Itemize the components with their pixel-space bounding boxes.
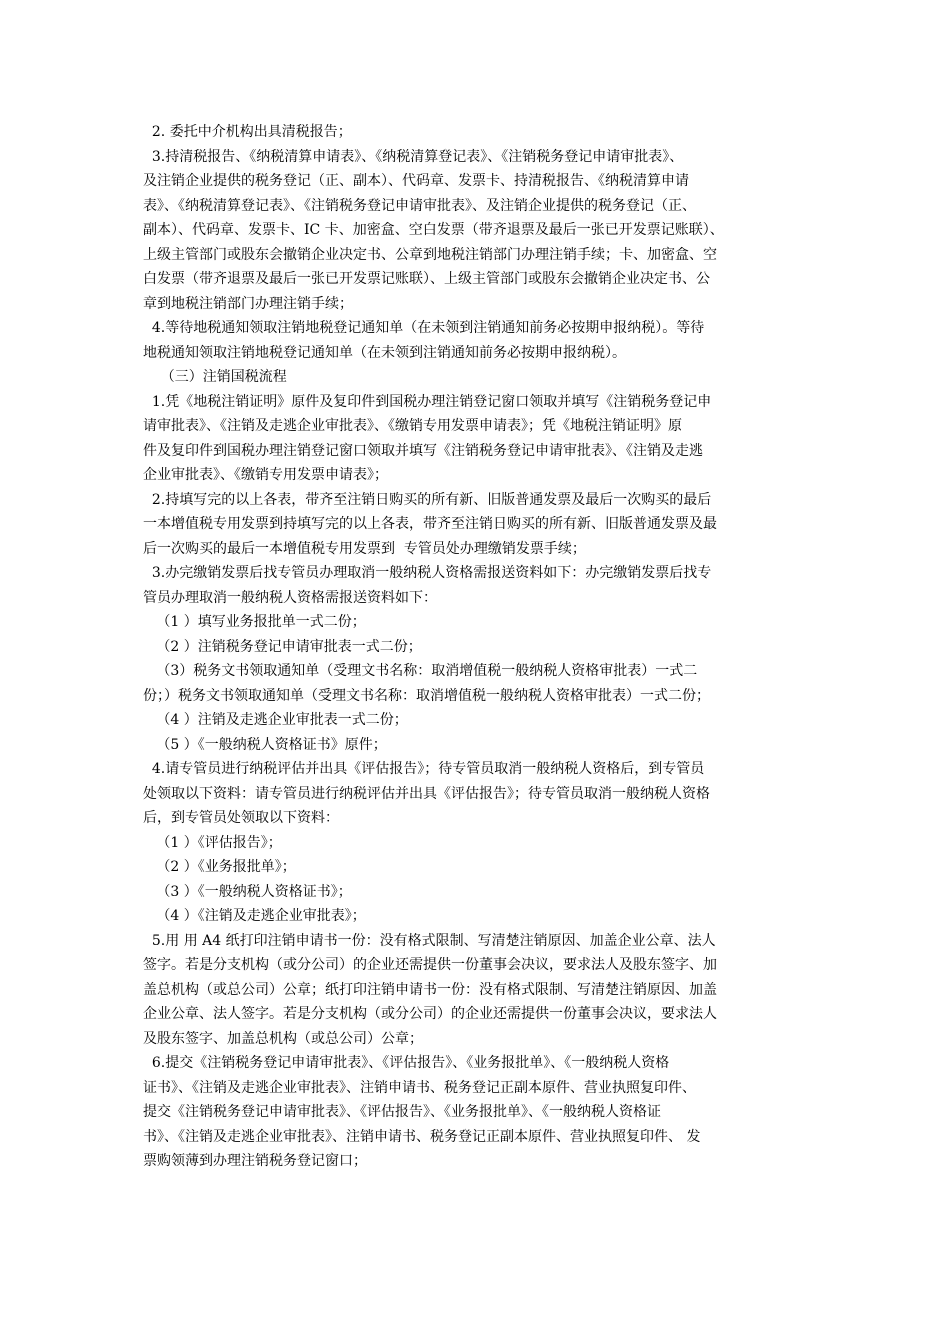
text-line: 票购领薄到办理注销税务登记窗口； — [143, 1153, 367, 1169]
text-line: 地税通知领取注销地税登记通知单（在未领到注销通知前务必按期申报纳税）。 — [143, 344, 626, 361]
text-line: 请审批表》、《注销及走逃企业审批表》、《缴销专用发票申请表》；凭《地税注销证明》原 — [143, 418, 682, 434]
text-line: 签字。若是分支机构（或分公司）的企业还需提供一份董事会决议，要求法人及股东签字、加 — [143, 957, 717, 973]
text-line: （5 ）《一般纳税人资格证书》原件； — [143, 736, 387, 753]
text-line: 及股东签字、加盖总机构（或总公司）公章； — [143, 1030, 423, 1047]
text-line: 份；）税务文书领取通知单（受理文书名称：取消增值税一般纳税人资格审批表）一式二份； — [143, 687, 710, 704]
text-line: 章到地税注销部门办理注销手续； — [143, 295, 353, 312]
text-line: （三）注销国税流程 — [143, 369, 287, 385]
text-line: 3.持清税报告、《纳税清算申请表》、《纳税清算登记表》、《注销税务登记申请审批表》、 — [143, 148, 684, 165]
text-line: 处领取以下资料：请专管员进行纳税评估并出具《评估报告》；待专管员取消一般纳税人资格 — [143, 785, 710, 802]
text-line: 后一次购买的最后一本增值税专用发票到 专管员处办理缴销发票手续； — [143, 540, 586, 557]
text-line: 5.用 用 A4 纸打印注销申请书一份：没有格式限制、写清楚注销原因、加盖企业公章、法人 — [143, 932, 716, 949]
text-line: 上级主管部门或股东会撤销企业决定书、公章到地税注销部门办理注销手续；卡、加密盒、空 — [143, 246, 717, 263]
text-line: 白发票（带齐退票及最后一张已开发票记账联）、上级主管部门或股东会撤销企业决定书、公 — [143, 271, 710, 287]
text-line: （2 ）《业务报批单》； — [143, 859, 296, 875]
text-line: 证书》、《注销及走逃企业审批表》、注销申请书、税务登记正副本原件、营业执照复印件、 — [143, 1079, 696, 1096]
text-line: 副本）、代码章、发票卡、IC 卡、加密盒、空白发票（带齐退票及最后一张已开发票记账联）、 — [143, 222, 724, 238]
text-line: 1.凭《地税注销证明》原件及复印件到国税办理注销登记窗口领取并填写《注销税务登记申 — [143, 393, 712, 410]
text-line: 2.持填写完的以上各表，带齐至注销日购买的所有新、旧版普通发票及最后一次购买的最后 — [143, 491, 712, 508]
text-line: 表》、《纳税清算登记表》、《注销税务登记申请审批表》、及注销企业提供的税务登记（正、 — [143, 197, 696, 214]
text-line: 提交《注销税务登记申请审批表》、《评估报告》、《业务报批单》、《一般纳税人资格证 — [143, 1104, 661, 1120]
document-body — [143, 120, 813, 1174]
text-line: 后，到专管员处领取以下资料： — [143, 810, 339, 826]
text-line: 6.提交《注销税务登记申请审批表》、《评估报告》、《业务报批单》、《一般纳税人资格 — [143, 1055, 670, 1071]
text-line: 管员办理取消一般纳税人资格需报送资料如下： — [143, 589, 437, 606]
text-line: 件及复印件到国税办理注销登记窗口领取并填写《注销税务登记申请审批表》、《注销及走逃 — [143, 442, 703, 459]
text-line: （1 ）《评估报告》； — [143, 834, 282, 851]
text-line: （1 ）填写业务报批单一式二份； — [143, 614, 366, 630]
text-line: （3 ）《一般纳税人资格证书》； — [143, 883, 352, 900]
text-line: 2. 委托中介机构出具清税报告； — [143, 124, 352, 140]
text-line: 书》、《注销及走逃企业审批表》、注销申请书、税务登记正副本原件、营业执照复印件、 发 — [143, 1128, 701, 1145]
text-line: 及注销企业提供的税务登记（正、副本）、代码章、发票卡、持清税报告、《纳税清算申请 — [143, 173, 689, 189]
text-line: 企业审批表》、《缴销专用发票申请表》； — [143, 467, 388, 483]
text-line: 企业公章、法人签字。若是分支机构（或分公司）的企业还需提供一份董事会决议，要求法人 — [143, 1006, 717, 1022]
text-line: 3.办完缴销发票后找专管员办理取消一般纳税人资格需报送资料如下：办完缴销发票后找专 — [143, 565, 712, 581]
text-line: 盖总机构（或总公司）公章；纸打印注销申请书一份：没有格式限制、写清楚注销原因、加盖 — [143, 981, 717, 998]
text-line: 4.等待地税通知领取注销地税登记通知单（在未领到注销通知前务必按期申报纳税）。等待 — [143, 320, 705, 336]
text-line: 一本增值税专用发票到持填写完的以上各表，带齐至注销日购买的所有新、旧版普通发票及最 — [143, 516, 717, 532]
text-line: （3）税务文书领取通知单（受理文书名称：取消增值税一般纳税人资格审批表）一式二 — [143, 663, 698, 679]
text-line: （2 ）注销税务登记申请审批表一式二份； — [143, 638, 422, 655]
text-line: 4.请专管员进行纳税评估并出具《评估报告》；待专管员取消一般纳税人资格后，到专管员 — [143, 761, 705, 777]
text-line: （4 ）《注销及走逃企业审批表》； — [143, 908, 366, 924]
text-line: （4 ）注销及走逃企业审批表一式二份； — [143, 712, 408, 728]
